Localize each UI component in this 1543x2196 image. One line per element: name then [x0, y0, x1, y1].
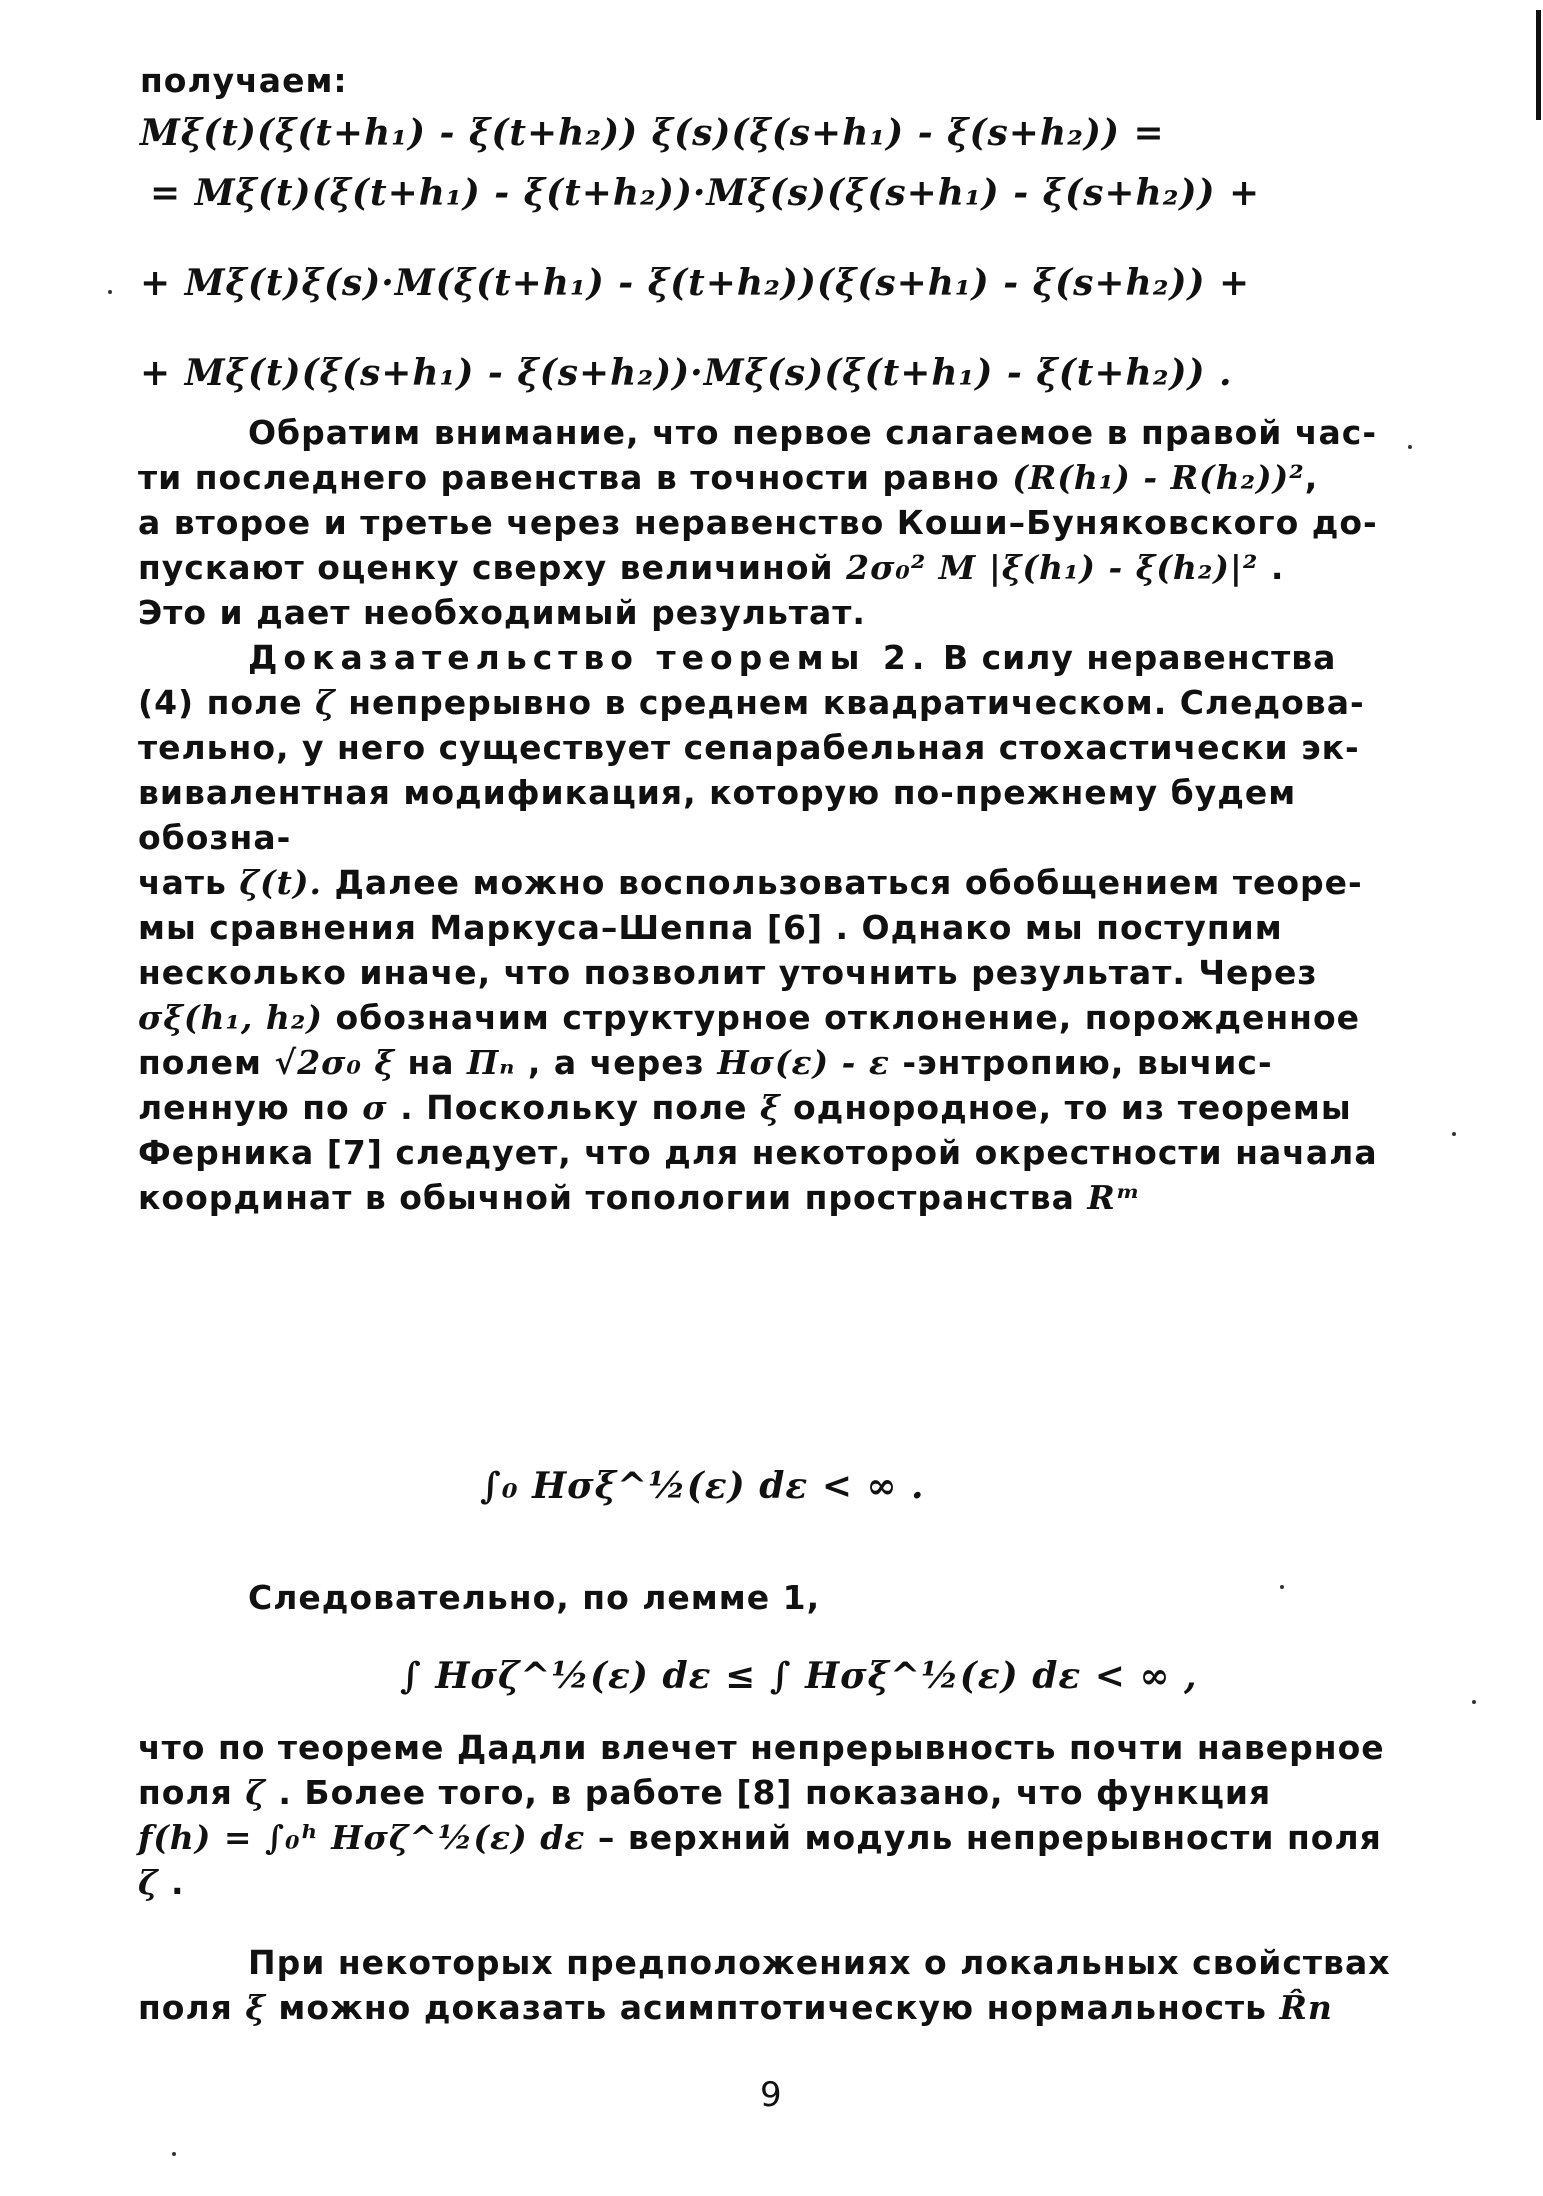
p5-line-1: При некоторых предположениях о локальных свойствах — [248, 1943, 1391, 1982]
scan-speck — [1472, 1700, 1476, 1704]
p2-line-4: вивалентная модификация, которую по-прежнему будем обозна- — [138, 773, 1297, 857]
p2-line-6: мы сравнения Маркуса–Шеппа [6] . Однако мы поступим — [138, 908, 1283, 947]
page-number: 9 — [760, 2075, 782, 2115]
p1-line-3: а второе и третье через неравенство Коши–Буняковского до- — [138, 503, 1378, 542]
p2-line-9: полем √2σ₀ ξ на Πₙ , а через Hσ(ε) - ε -энтропию, вычис- — [138, 1043, 1273, 1082]
paragraph-2 — [138, 635, 1438, 1220]
p4-line-1: что по теореме Дадли влечет непрерывность почти наверное — [138, 1728, 1385, 1767]
p2-line-10: ленную по σ . Поскольку поле ξ однородное, то из теоремы — [138, 1088, 1352, 1127]
p1-line-1: Обратим внимание, что первое слагаемое в правой час- — [248, 413, 1378, 452]
scan-speck — [1452, 1132, 1456, 1136]
p1-line-5: Это и дает необходимый результат. — [138, 593, 866, 632]
equation-line-1: Mξ(t)(ξ(t+h₁) - ξ(t+h₂)) ξ(s)(ξ(s+h₁) - ξ(s+h₂)) = — [140, 112, 1165, 154]
p2-line-3: тельно, у него существует сепарабельная стохастически эк- — [138, 728, 1360, 767]
p4-line-2: поля ζ . Более того, в работе [8] показано, что функция — [138, 1773, 1272, 1812]
p2-line-7: несколько иначе, что позволит уточнить результат. Через — [138, 953, 1318, 992]
equation-line-4: + Mξ(t)(ξ(s+h₁) - ξ(s+h₂))·Mξ(s)(ξ(t+h₁) - ξ(t+h₂)) . — [140, 352, 1233, 394]
scan-edge-mark — [1536, 10, 1541, 120]
p2-line-2: (4) поле ζ непрерывно в среднем квадратическом. Следова- — [138, 683, 1365, 722]
intro-text: получаем: — [140, 61, 348, 100]
formula-continuity-modulus: f(h) = ∫₀ʰ Hσζ^½(ε) dε — [138, 1818, 586, 1857]
equation-line-3: + Mξ(t)ξ(s)·M(ξ(t+h₁) - ξ(t+h₂))(ξ(s+h₁) - ξ(s+h₂)) + — [140, 262, 1251, 304]
integral-comparison: ∫ Hσζ^½(ε) dε ≤ ∫ Hσξ^½(ε) dε < ∞ , — [400, 1655, 1198, 1697]
p2-line-8: σξ(h₁, h₂) обозначим структурное отклонение, порожденное — [138, 998, 1361, 1037]
paragraph-4 — [138, 1725, 1438, 1905]
equation-line-2: = Mξ(t)(ξ(t+h₁) - ξ(t+h₂))·Mξ(s)(ξ(s+h₁) - ξ(s+h₂)) + — [150, 172, 1261, 214]
p5-line-2: поля ξ можно доказать асимптотическую нормальность R̂n — [138, 1988, 1333, 2027]
p1-line-2: ти последнего равенства в точности равно (R(h₁) - R(h₂))², — [138, 458, 1319, 497]
scan-speck — [1280, 1585, 1284, 1589]
paragraph-1 — [138, 410, 1438, 635]
scan-speck — [1408, 445, 1412, 449]
paragraph-5 — [138, 1940, 1438, 2030]
integral-entropy-xi: ∫₀ Hσξ^½(ε) dε < ∞ . — [480, 1465, 925, 1507]
paragraph-3 — [138, 1575, 1438, 1620]
p3-line-1: Следовательно, по лемме 1, — [248, 1578, 821, 1617]
p4-line-4: ζ . — [138, 1863, 185, 1902]
formula-structural-deviation: σξ(h₁, h₂) — [138, 998, 323, 1037]
formula-correlation-diff: (R(h₁) - R(h₂))² — [1012, 458, 1305, 497]
scan-speck — [172, 2152, 176, 2156]
p2-line-12: координат в обычной топологии пространства Rᵐ — [138, 1178, 1141, 1217]
p2-line-11: Ферника [7] следует, что для некоторой окрестности начала — [138, 1133, 1378, 1172]
formula-upper-bound: 2σ₀² M |ξ(h₁) - ξ(h₂)|² — [846, 548, 1259, 587]
scan-speck — [108, 290, 112, 294]
p2-line-5: чать ζ(t). Далее можно воспользоваться обобщением теоре- — [138, 863, 1363, 902]
p4-line-3: f(h) = ∫₀ʰ Hσζ^½(ε) dε – верхний модуль непрерывности поля — [138, 1818, 1382, 1857]
p2-line-1: Доказательство теоремы 2. В силу неравенства — [248, 638, 1337, 677]
p1-line-4: пускают оценку сверху величиной 2σ₀² M |ξ(h₁) - ξ(h₂)|² . — [138, 548, 1285, 587]
theorem-proof-heading: Доказательство теоремы 2. — [248, 638, 931, 677]
